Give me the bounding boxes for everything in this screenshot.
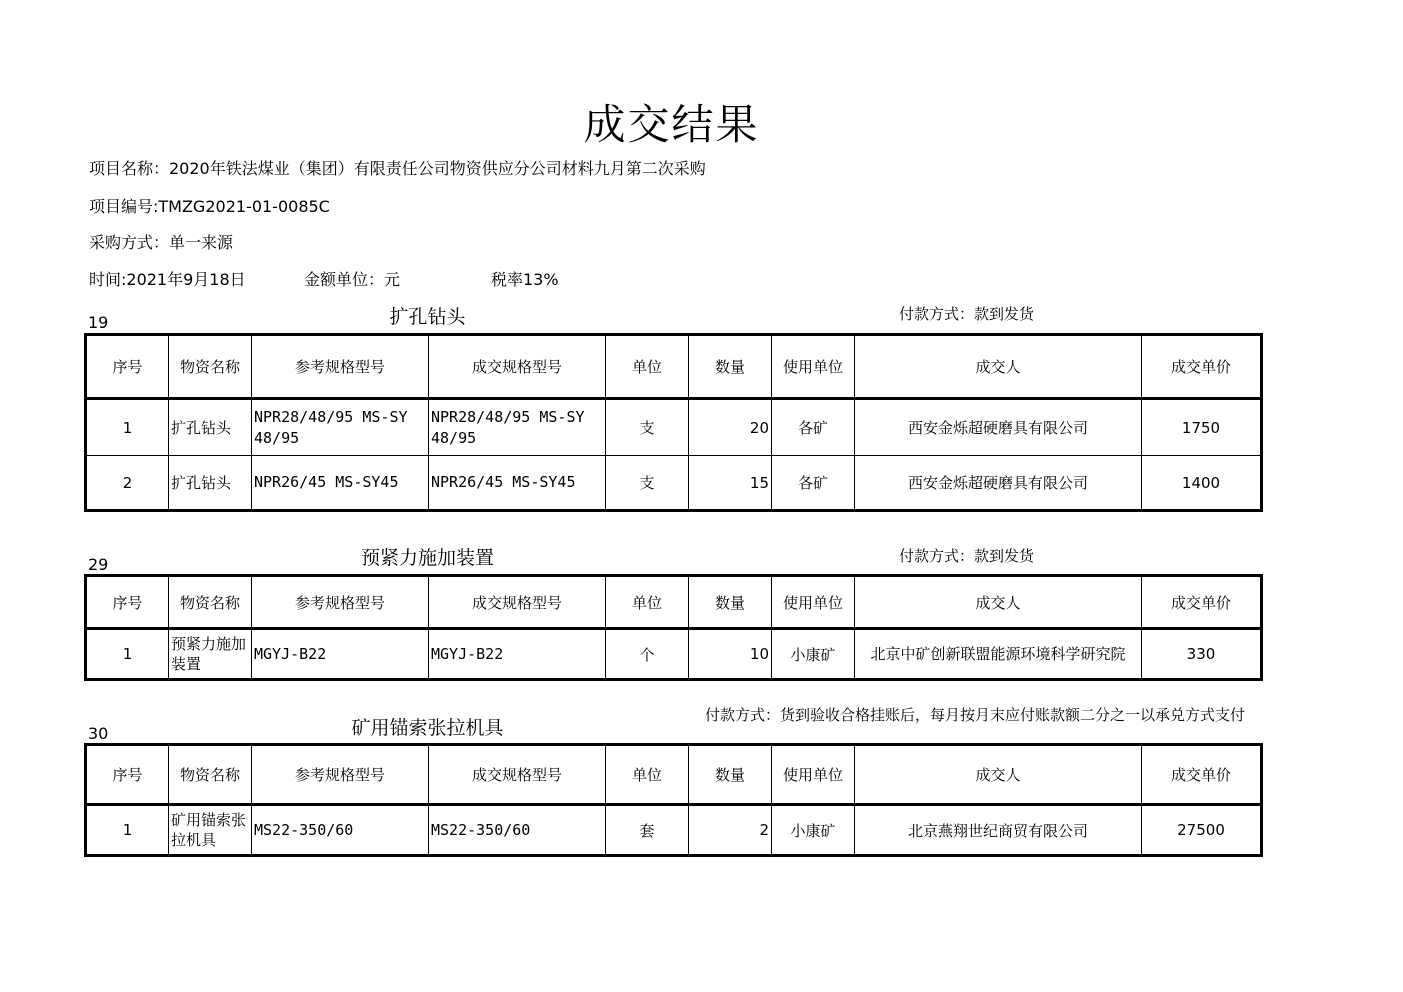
winner-cell: 北京燕翔世纪商贸有限公司: [855, 805, 1142, 856]
section-title: 预紧力施加装置: [360, 547, 494, 569]
item-cell: 扩孔钻头: [169, 456, 252, 511]
seq-cell: 1: [86, 805, 169, 856]
section-title: 扩孔钻头: [389, 306, 466, 328]
user-cell: 各矿: [772, 456, 855, 511]
deal-spec-cell: MS22-350/60: [429, 805, 606, 856]
header-cell: 序号: [86, 335, 169, 399]
result-table: [84, 333, 1263, 512]
user-cell: 各矿: [772, 399, 855, 456]
ref-spec-cell: NPR26/45 MS-SY45: [252, 456, 429, 511]
section-number: 19: [88, 313, 109, 332]
header-cell: 数量: [689, 576, 772, 629]
table-header: [86, 335, 1262, 399]
header-cell: 单位: [606, 335, 689, 399]
table-row: [86, 456, 1262, 511]
header-cell: 成交规格型号: [429, 745, 606, 805]
header-cell: 序号: [86, 745, 169, 805]
header-cell: 成交单价: [1142, 576, 1262, 629]
user-cell: 小康矿: [772, 805, 855, 856]
deal-spec-cell: NPR28/48/95 MS-SY 48/95: [429, 399, 606, 456]
header-cell: 参考规格型号: [252, 745, 429, 805]
result-table: [84, 574, 1263, 681]
unit-cell: 支: [606, 456, 689, 511]
qty-cell: 15: [689, 456, 772, 511]
table-header: [86, 745, 1262, 805]
header-cell: 使用单位: [772, 335, 855, 399]
qty-cell: 20: [689, 399, 772, 456]
header-cell: 使用单位: [772, 745, 855, 805]
qty-cell: 10: [689, 629, 772, 680]
procurement-method: 采购方式：单一来源: [89, 233, 234, 252]
payment-terms: 付款方式：货到验收合格挂账后，每月按月末应付账款额二分之一以承兑方式支付: [704, 706, 1245, 724]
item-cell: 扩孔钻头: [169, 399, 252, 456]
header-cell: 成交人: [855, 576, 1142, 629]
header-cell: 序号: [86, 576, 169, 629]
header-cell: 物资名称: [169, 576, 252, 629]
project-name: 项目名称：2020年铁法煤业（集团）有限责任公司物资供应分公司材料九月第二次采购: [89, 159, 706, 178]
unit-cell: 个: [606, 629, 689, 680]
table-row: [86, 629, 1262, 680]
price-cell: 1400: [1142, 456, 1262, 511]
header-cell: 成交单价: [1142, 745, 1262, 805]
tax-rate: 税率13%: [491, 270, 559, 289]
header-cell: 使用单位: [772, 576, 855, 629]
header-cell: 单位: [606, 576, 689, 629]
payment-terms: 付款方式：款到发货: [899, 547, 1035, 565]
ref-spec-cell: MGYJ-B22: [252, 629, 429, 680]
seq-cell: 2: [86, 456, 169, 511]
header-cell: 单位: [606, 745, 689, 805]
table-row: [86, 805, 1262, 856]
table-row: [86, 399, 1262, 456]
header-cell: 数量: [689, 335, 772, 399]
qty-cell: 2: [689, 805, 772, 856]
header-cell: 成交规格型号: [429, 576, 606, 629]
ref-spec-cell: NPR28/48/95 MS-SY 48/95: [252, 399, 429, 456]
winner-cell: 北京中矿创新联盟能源环境科学研究院: [855, 629, 1142, 680]
section-number: 30: [88, 724, 109, 743]
header-cell: 成交单价: [1142, 335, 1262, 399]
project-number: 项目编号:TMZG2021-01-0085C: [89, 197, 330, 216]
winner-cell: 西安金烁超硬磨具有限公司: [855, 456, 1142, 511]
seq-cell: 1: [86, 399, 169, 456]
unit-cell: 套: [606, 805, 689, 856]
deal-spec-cell: NPR26/45 MS-SY45: [429, 456, 606, 511]
header-cell: 成交人: [855, 335, 1142, 399]
header-cell: 物资名称: [169, 335, 252, 399]
section-number: 29: [88, 555, 109, 574]
header-cell: 成交规格型号: [429, 335, 606, 399]
header-cell: 参考规格型号: [252, 576, 429, 629]
seq-cell: 1: [86, 629, 169, 680]
payment-terms: 付款方式：款到发货: [899, 305, 1035, 323]
result-table: [84, 743, 1263, 857]
user-cell: 小康矿: [772, 629, 855, 680]
table-header: [86, 576, 1262, 629]
header-cell: 物资名称: [169, 745, 252, 805]
item-cell: 矿用锚索张拉机具: [169, 805, 252, 856]
date-line: 时间:2021年9月18日: [89, 270, 246, 289]
header-cell: 数量: [689, 745, 772, 805]
price-cell: 1750: [1142, 399, 1262, 456]
price-cell: 330: [1142, 629, 1262, 680]
unit-cell: 支: [606, 399, 689, 456]
price-cell: 27500: [1142, 805, 1262, 856]
item-cell: 预紧力施加装置: [169, 629, 252, 680]
section-title: 矿用锚索张拉机具: [351, 717, 504, 739]
amount-unit: 金额单位：元: [304, 270, 401, 289]
winner-cell: 西安金烁超硬磨具有限公司: [855, 399, 1142, 456]
ref-spec-cell: MS22-350/60: [252, 805, 429, 856]
page-title: 成交结果: [583, 100, 760, 149]
deal-spec-cell: MGYJ-B22: [429, 629, 606, 680]
header-cell: 参考规格型号: [252, 335, 429, 399]
header-cell: 成交人: [855, 745, 1142, 805]
